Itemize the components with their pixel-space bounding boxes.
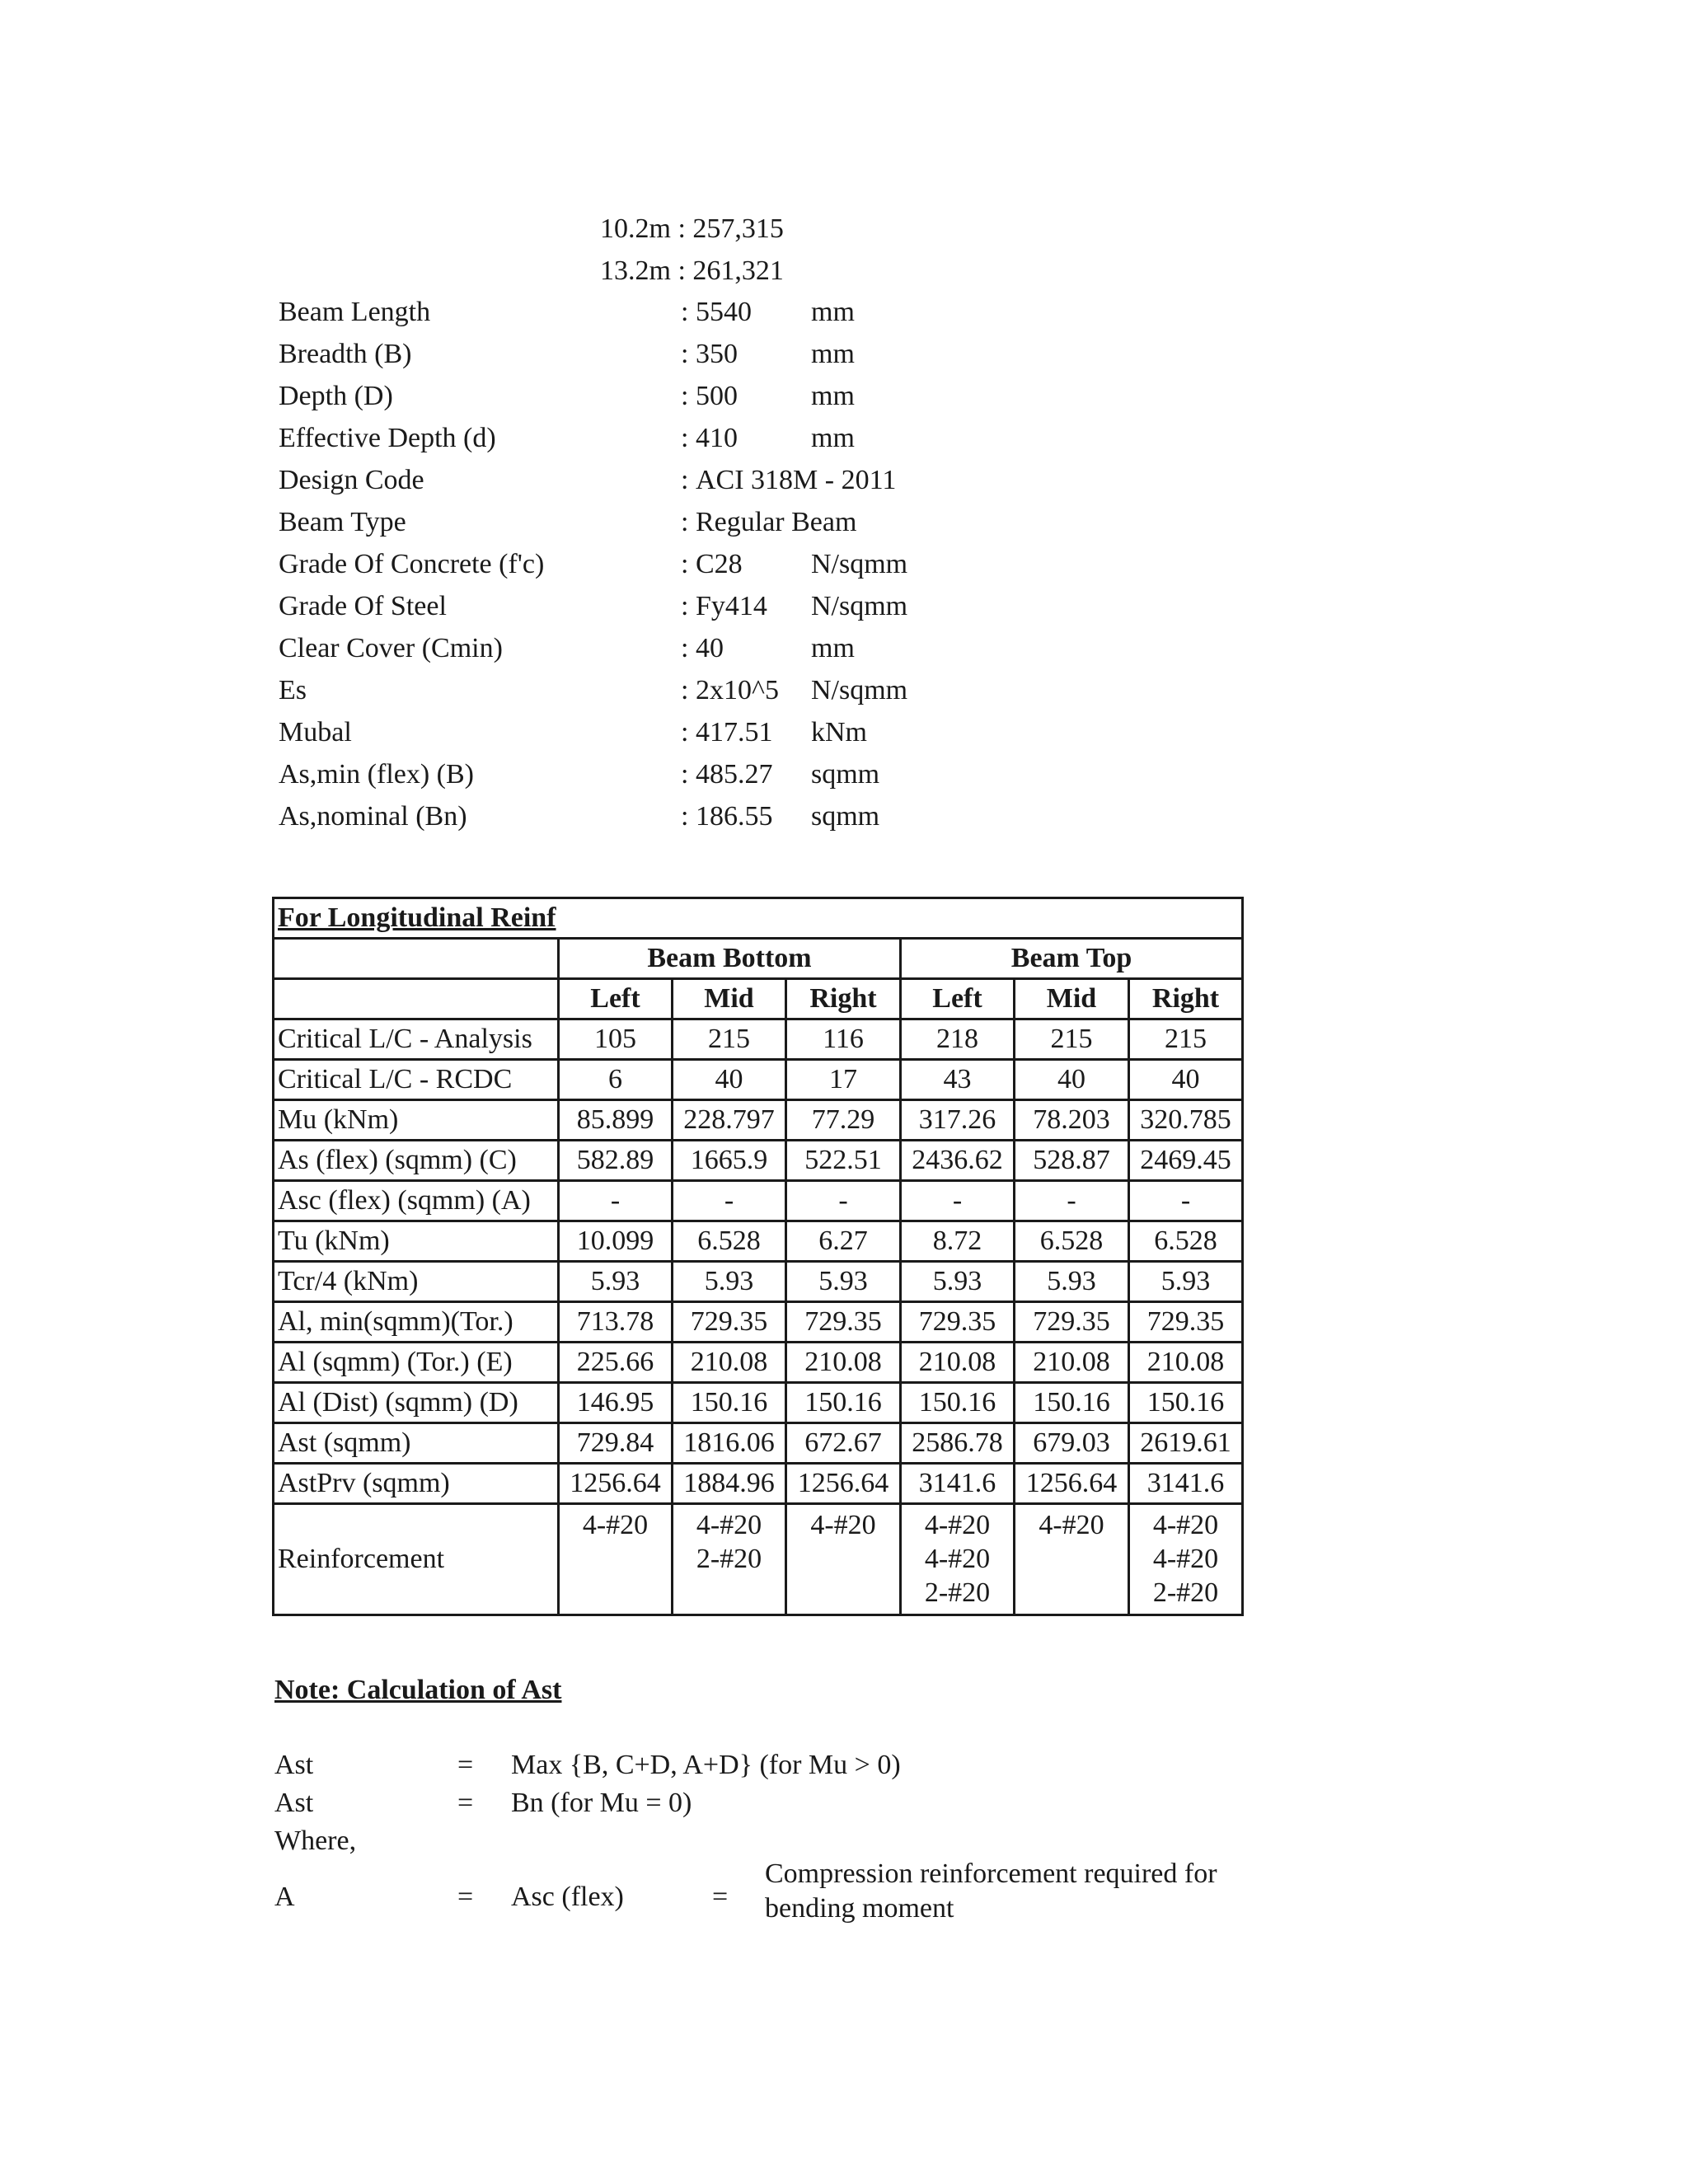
row-label: Al, min(sqmm)(Tor.) <box>274 1302 559 1343</box>
param-label: Es <box>279 675 307 705</box>
subheader-cell: Right <box>786 979 901 1019</box>
table-cell: 5.93 <box>673 1262 786 1302</box>
table-row <box>274 1343 1243 1383</box>
row-label: Critical L/C - RCDC <box>274 1060 559 1100</box>
table-row <box>274 1141 1243 1181</box>
row-label: Mu (kNm) <box>274 1100 559 1141</box>
note-line-1-text: Max {B, C+D, A+D} (for Mu > 0) <box>511 1750 901 1780</box>
row-label: As (flex) (sqmm) (C) <box>274 1141 559 1181</box>
definition-symbol: A <box>274 1882 295 1912</box>
definition-equals-2: = <box>712 1882 729 1912</box>
table-cell: 105 <box>559 1019 673 1060</box>
group-beam-top: Beam Top <box>901 939 1243 979</box>
table-cell: 43 <box>901 1060 1015 1100</box>
table-cell: 729.35 <box>673 1302 786 1343</box>
table-cell: 6.27 <box>786 1221 901 1262</box>
bar-spec: 4-#20 <box>1152 1510 1219 1540</box>
table-cell: 3141.6 <box>901 1464 1015 1504</box>
table-cell: 210.08 <box>1015 1343 1129 1383</box>
param-label: Beam Type <box>279 507 406 537</box>
param-unit: mm <box>811 381 855 411</box>
row-label: AstPrv (sqmm) <box>274 1464 559 1504</box>
reinforcement-row <box>274 1504 1243 1615</box>
param-unit: mm <box>811 633 855 663</box>
table-row <box>274 1019 1243 1060</box>
table-cell: 5.93 <box>1129 1262 1243 1302</box>
table-cell: 317.26 <box>901 1100 1015 1141</box>
table-cell: 729.84 <box>559 1423 673 1464</box>
bar-spec: 4-#20 <box>924 1544 991 1574</box>
table-cell: 77.29 <box>786 1100 901 1141</box>
longitudinal-reinforcement-table <box>272 897 1244 1616</box>
table-row <box>274 1221 1243 1262</box>
table-cell: - <box>1015 1181 1129 1221</box>
param-colon: : <box>681 591 689 621</box>
table-cell: 2469.45 <box>1129 1141 1243 1181</box>
table-row <box>274 1383 1243 1423</box>
param-colon: : <box>681 339 689 369</box>
bar-spec: 4-#20 <box>582 1510 649 1540</box>
param-unit: mm <box>811 297 855 327</box>
definition-term: Asc (flex) <box>511 1882 624 1912</box>
table-cell: 729.35 <box>1129 1302 1243 1343</box>
param-value: 2x10^5 <box>696 675 779 705</box>
table-cell: 40 <box>1129 1060 1243 1100</box>
param-value: 417.51 <box>696 717 773 748</box>
table-cell: 85.899 <box>559 1100 673 1141</box>
subheader-cell: Right <box>1129 979 1243 1019</box>
table-group-header-row <box>274 939 1243 979</box>
row-label: Tcr/4 (kNm) <box>274 1262 559 1302</box>
param-label: Effective Depth (d) <box>279 423 496 453</box>
param-colon: : <box>681 423 689 453</box>
row-label: Tu (kNm) <box>274 1221 559 1262</box>
note-where: Where, <box>274 1825 357 1856</box>
table-cell: 2619.61 <box>1129 1423 1243 1464</box>
definition-description: Compression reinforcement required for bending moment <box>765 1858 1217 1924</box>
table-cell: 582.89 <box>559 1141 673 1181</box>
table-cell: 320.785 <box>1129 1100 1243 1141</box>
bar-spec: 4-#20 <box>810 1510 876 1540</box>
param-colon: : <box>681 759 689 790</box>
param-unit: kNm <box>811 717 867 748</box>
table-cell: 150.16 <box>673 1383 786 1423</box>
note-line-2-symbol: Ast <box>274 1788 314 1818</box>
reinforcement-cell <box>559 1504 673 1615</box>
table-cell: 528.87 <box>1015 1141 1129 1181</box>
table-cell: 210.08 <box>673 1343 786 1383</box>
table-cell: 1256.64 <box>559 1464 673 1504</box>
param-value: 500 <box>696 381 738 411</box>
table-row <box>274 1302 1243 1343</box>
table-cell: 2436.62 <box>901 1141 1015 1181</box>
table-cell: 2586.78 <box>901 1423 1015 1464</box>
table-cell: 10.099 <box>559 1221 673 1262</box>
table-cell: 150.16 <box>1015 1383 1129 1423</box>
subheader-cell: Left <box>559 979 673 1019</box>
note-line-1-symbol: Ast <box>274 1750 314 1780</box>
param-label: Mubal <box>279 717 352 748</box>
subheader-cell: Mid <box>1015 979 1129 1019</box>
param-unit: sqmm <box>811 801 880 832</box>
param-value: C28 <box>696 549 743 579</box>
table-row <box>274 1060 1243 1100</box>
param-value: Fy414 <box>696 591 767 621</box>
param-value: 5540 <box>696 297 752 327</box>
table-cell: 218 <box>901 1019 1015 1060</box>
param-colon: : <box>681 381 689 411</box>
subheader-cell: Left <box>901 979 1015 1019</box>
table-row <box>274 1464 1243 1504</box>
table-cell: 5.93 <box>786 1262 901 1302</box>
param-value: 350 <box>696 339 738 369</box>
reinforcement-cell <box>1129 1504 1243 1615</box>
table-cell: 215 <box>1015 1019 1129 1060</box>
table-cell: 40 <box>673 1060 786 1100</box>
header-line-2: 13.2m : 261,321 <box>600 255 784 286</box>
empty-subheader-cell <box>274 979 559 1019</box>
param-value: 186.55 <box>696 801 773 832</box>
table-row <box>274 1100 1243 1141</box>
header-line-1: 10.2m : 257,315 <box>600 213 784 244</box>
param-unit: N/sqmm <box>811 591 908 621</box>
table-cell: 6.528 <box>1129 1221 1243 1262</box>
table-cell: - <box>673 1181 786 1221</box>
param-unit: N/sqmm <box>811 549 908 579</box>
param-unit: mm <box>811 423 855 453</box>
table-cell: 210.08 <box>1129 1343 1243 1383</box>
table-cell: 40 <box>1015 1060 1129 1100</box>
table-cell: 5.93 <box>1015 1262 1129 1302</box>
group-beam-bottom: Beam Bottom <box>559 939 901 979</box>
table-cell: 1665.9 <box>673 1141 786 1181</box>
param-label: As,min (flex) (B) <box>279 759 475 790</box>
bar-spec: 2-#20 <box>696 1544 762 1574</box>
definition-equals-1: = <box>457 1882 474 1912</box>
table-cell: 150.16 <box>901 1383 1015 1423</box>
table-cell: - <box>559 1181 673 1221</box>
row-label: Al (sqmm) (Tor.) (E) <box>274 1343 559 1383</box>
bar-spec: 4-#20 <box>1039 1510 1104 1540</box>
table-cell: 6.528 <box>1015 1221 1129 1262</box>
param-colon: : <box>681 801 689 832</box>
param-colon: : <box>681 465 689 495</box>
table-cell: 729.35 <box>901 1302 1015 1343</box>
row-label: Asc (flex) (sqmm) (A) <box>274 1181 559 1221</box>
table-cell: 5.93 <box>559 1262 673 1302</box>
bar-spec: 4-#20 <box>924 1510 991 1540</box>
table-cell: 6.528 <box>673 1221 786 1262</box>
note-title: Note: Calculation of Ast <box>274 1675 562 1705</box>
param-value: 410 <box>696 423 738 453</box>
table-cell: 522.51 <box>786 1141 901 1181</box>
note-line-2-text: Bn (for Mu = 0) <box>511 1788 692 1818</box>
row-label: Al (Dist) (sqmm) (D) <box>274 1383 559 1423</box>
param-colon: : <box>681 675 689 705</box>
param-value: 485.27 <box>696 759 773 790</box>
row-label: Critical L/C - Analysis <box>274 1019 559 1060</box>
note-line-2-equals: = <box>457 1788 474 1818</box>
table-cell: 210.08 <box>901 1343 1015 1383</box>
reinforcement-cell <box>901 1504 1015 1615</box>
table-cell: 215 <box>1129 1019 1243 1060</box>
table-cell: 17 <box>786 1060 901 1100</box>
table-cell: 1256.64 <box>1015 1464 1129 1504</box>
table-cell: 150.16 <box>786 1383 901 1423</box>
table-cell: 225.66 <box>559 1343 673 1383</box>
param-label: Beam Length <box>279 297 431 327</box>
param-value: ACI 318M - 2011 <box>696 465 897 495</box>
table-cell: 679.03 <box>1015 1423 1129 1464</box>
reinforcement-cell <box>786 1504 901 1615</box>
table-cell: 228.797 <box>673 1100 786 1141</box>
table-cell: - <box>786 1181 901 1221</box>
table-cell: 1256.64 <box>786 1464 901 1504</box>
param-label: As,nominal (Bn) <box>279 801 467 832</box>
param-label: Design Code <box>279 465 424 495</box>
reinforcement-cell <box>673 1504 786 1615</box>
table-title: For Longitudinal Reinf <box>278 902 556 933</box>
table-row <box>274 1181 1243 1221</box>
bar-spec: 4-#20 <box>1152 1544 1219 1574</box>
param-colon: : <box>681 297 689 327</box>
table-cell: 215 <box>673 1019 786 1060</box>
param-colon: : <box>681 717 689 748</box>
row-label: Ast (sqmm) <box>274 1423 559 1464</box>
param-label: Breadth (B) <box>279 339 412 369</box>
param-colon: : <box>681 549 689 579</box>
table-cell: 729.35 <box>786 1302 901 1343</box>
param-value: 40 <box>696 633 724 663</box>
param-label: Depth (D) <box>279 381 393 411</box>
table-row <box>274 1262 1243 1302</box>
param-colon: : <box>681 633 689 663</box>
param-unit: mm <box>811 339 855 369</box>
table-cell: 672.67 <box>786 1423 901 1464</box>
note-line-1-equals: = <box>457 1750 474 1780</box>
table-cell: 116 <box>786 1019 901 1060</box>
bar-spec: 2-#20 <box>1152 1577 1219 1608</box>
table-cell: 5.93 <box>901 1262 1015 1302</box>
subheader-cell: Mid <box>673 979 786 1019</box>
table-cell: 78.203 <box>1015 1100 1129 1141</box>
param-value: Regular Beam <box>696 507 857 537</box>
table-title-row <box>274 898 1243 939</box>
table-cell: 8.72 <box>901 1221 1015 1262</box>
param-unit: N/sqmm <box>811 675 908 705</box>
table-cell: 210.08 <box>786 1343 901 1383</box>
param-label: Grade Of Steel <box>279 591 447 621</box>
param-colon: : <box>681 507 689 537</box>
table-cell: - <box>1129 1181 1243 1221</box>
bar-spec: 2-#20 <box>924 1577 991 1608</box>
empty-header-cell <box>274 939 559 979</box>
table-row <box>274 1423 1243 1464</box>
table-cell: 729.35 <box>1015 1302 1129 1343</box>
table-cell: 150.16 <box>1129 1383 1243 1423</box>
table-cell: 3141.6 <box>1129 1464 1243 1504</box>
table-cell: 1884.96 <box>673 1464 786 1504</box>
param-label: Grade Of Concrete (f'c) <box>279 549 545 579</box>
table-cell: 146.95 <box>559 1383 673 1423</box>
reinforcement-cell <box>1015 1504 1129 1615</box>
table-cell: 713.78 <box>559 1302 673 1343</box>
table-cell: 1816.06 <box>673 1423 786 1464</box>
table-cell: 6 <box>559 1060 673 1100</box>
bar-spec: 4-#20 <box>696 1510 762 1540</box>
reinforcement-label: Reinforcement <box>274 1504 559 1615</box>
param-label: Clear Cover (Cmin) <box>279 633 503 663</box>
table-cell: - <box>901 1181 1015 1221</box>
param-unit: sqmm <box>811 759 880 790</box>
table-subheader-row <box>274 979 1243 1019</box>
